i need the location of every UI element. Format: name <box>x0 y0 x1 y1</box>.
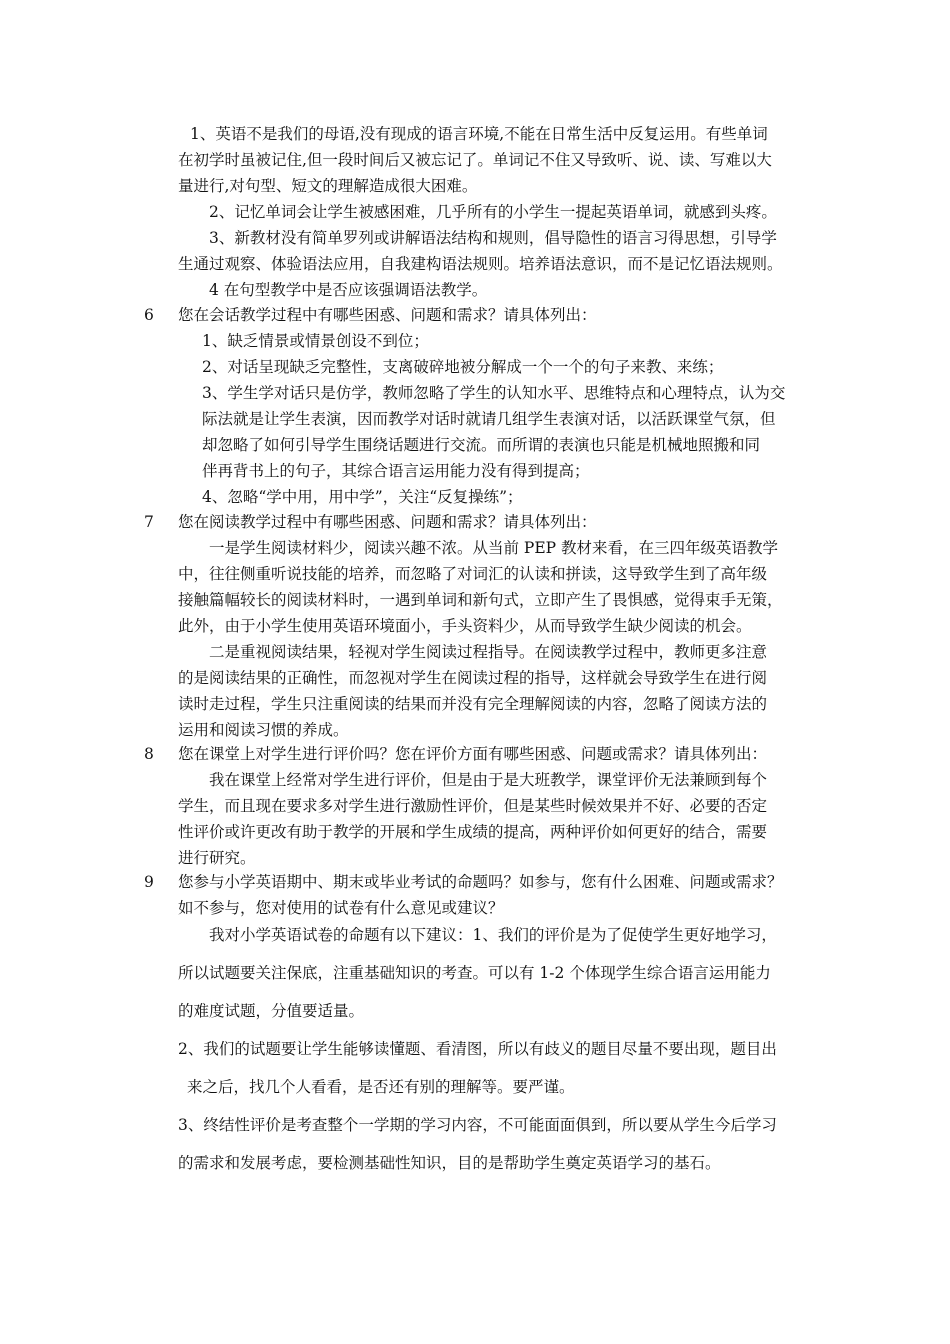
answer-line: 却忽略了如何引导学生围绕话题进行交流。而所谓的表演也只能是机械地照搬和同 <box>202 436 761 454</box>
answer-line: 4、忽略“学中用，用中学”，关注“反复操练”； <box>202 488 523 506</box>
answer-line: 接触篇幅较长的阅读材料时，一遇到单词和新句式，立即产生了畏惧感，觉得束手无策， <box>178 591 783 609</box>
question-text: 您在阅读教学过程中有哪些困惑、问题和需求？请具体列出： <box>178 513 597 531</box>
paragraph-line: 量进行,对句型、短文的理解造成很大困难。 <box>178 177 478 195</box>
answer-line: 我在课堂上经常对学生进行评价，但是由于是大班教学，课堂评价无法兼顾到每个 <box>209 771 768 789</box>
answer-line: 际法就是让学生表演，因而教学对话时就请几组学生表演对话，以活跃课堂气氛，但 <box>202 410 776 428</box>
answer-line: 进行研究。 <box>178 849 256 867</box>
answer-line: 的需求和发展考虑，要检测基础性知识，目的是帮助学生奠定英语学习的基石。 <box>178 1154 721 1172</box>
answer-line: 2、我们的试题要让学生能够读懂题、看清图，所以有歧义的题目尽量不要出现，题目出 <box>178 1040 777 1058</box>
paragraph-line: 2、记忆单词会让学生被感困难，几乎所有的小学生一提起英语单词，就感到头疼。 <box>209 203 777 221</box>
answer-line: 运用和阅读习惯的养成。 <box>178 721 349 739</box>
answer-line: 一是学生阅读材料少，阅读兴趣不浓。从当前 PEP 教材来看，在三四年级英语教学 <box>209 539 779 557</box>
paragraph-line: 在初学时虽被记住,但一段时间后又被忘记了。单词记不住又导致听、说、读、写难以大 <box>178 151 772 169</box>
question-text: 如不参与，您对使用的试卷有什么意见或建议？ <box>178 899 504 917</box>
question-text: 您在会话教学过程中有哪些困惑、问题和需求？请具体列出： <box>178 306 597 324</box>
answer-line: 读时走过程，学生只注重阅读的结果而并没有完全理解阅读的内容，忽略了阅读方法的 <box>178 695 768 713</box>
answer-line: 学生，而且现在要求多对学生进行激励性评价，但是某些时候效果并不好、必要的否定 <box>178 797 768 815</box>
paragraph-line: 生通过观察、体验语法应用，自我建构语法规则。培养语法意识，而不是记忆语法规则。 <box>178 255 783 273</box>
paragraph-line: 4 在句型教学中是否应该强调语法教学。 <box>209 281 488 299</box>
question-text: 您在课堂上对学生进行评价吗？您在评价方面有哪些困惑、问题或需求？请具体列出： <box>178 745 768 763</box>
question-number: 6 <box>144 306 154 324</box>
question-text: 您参与小学英语期中、期末或毕业考试的命题吗？如参与，您有什么困难、问题或需求？ <box>178 873 783 891</box>
answer-line: 二是重视阅读结果，轻视对学生阅读过程指导。在阅读教学过程中，教师更多注意 <box>209 643 768 661</box>
answer-line: 中，往往侧重听说技能的培养，而忽略了对词汇的认读和拼读，这导致学生到了高年级 <box>178 565 768 583</box>
answer-line: 的是阅读结果的正确性，而忽视对学生在阅读过程的指导，这样就会导致学生在进行阅 <box>178 669 768 687</box>
answer-line: 来之后，找几个人看看，是否还有别的理解等。要严谨。 <box>187 1078 575 1096</box>
question-number: 9 <box>144 873 154 891</box>
answer-line: 的难度试题，分值要适量。 <box>178 1002 365 1020</box>
question-number: 7 <box>144 513 154 531</box>
answer-line: 3、终结性评价是考查整个一学期的学习内容，不可能面面俱到，所以要从学生今后学习 <box>178 1116 777 1134</box>
answer-line: 伴再背书上的句子，其综合语言运用能力没有得到提高； <box>202 462 590 480</box>
paragraph-line: 1、英语不是我们的母语,没有现成的语言环境,不能在日常生活中反复运用。有些单词 <box>190 125 768 143</box>
question-number: 8 <box>144 745 154 763</box>
answer-line: 所以试题要关注保底，注重基础知识的考查。可以有 1-2 个体现学生综合语言运用能力 <box>178 964 771 982</box>
answer-line: 1、缺乏情景或情景创设不到位； <box>202 332 429 350</box>
answer-line: 我对小学英语试卷的命题有以下建议：1、我们的评价是为了促使学生更好地学习， <box>209 926 777 944</box>
answer-line: 3、学生学对话只是仿学，教师忽略了学生的认知水平、思维特点和心理特点，认为交 <box>202 384 786 402</box>
answer-line: 此外，由于小学生使用英语环境面小，手头资料少，从而导致学生缺少阅读的机会。 <box>178 617 752 635</box>
answer-line: 2、对话呈现缺乏完整性，支离破碎地被分解成一个一个的句子来教、来练； <box>202 358 724 376</box>
paragraph-line: 3、新教材没有简单罗列或讲解语法结构和规则，倡导隐性的语言习得思想，引导学 <box>209 229 777 247</box>
answer-line: 性评价或许更改有助于教学的开展和学生成绩的提高，两种评价如何更好的结合，需要 <box>178 823 768 841</box>
